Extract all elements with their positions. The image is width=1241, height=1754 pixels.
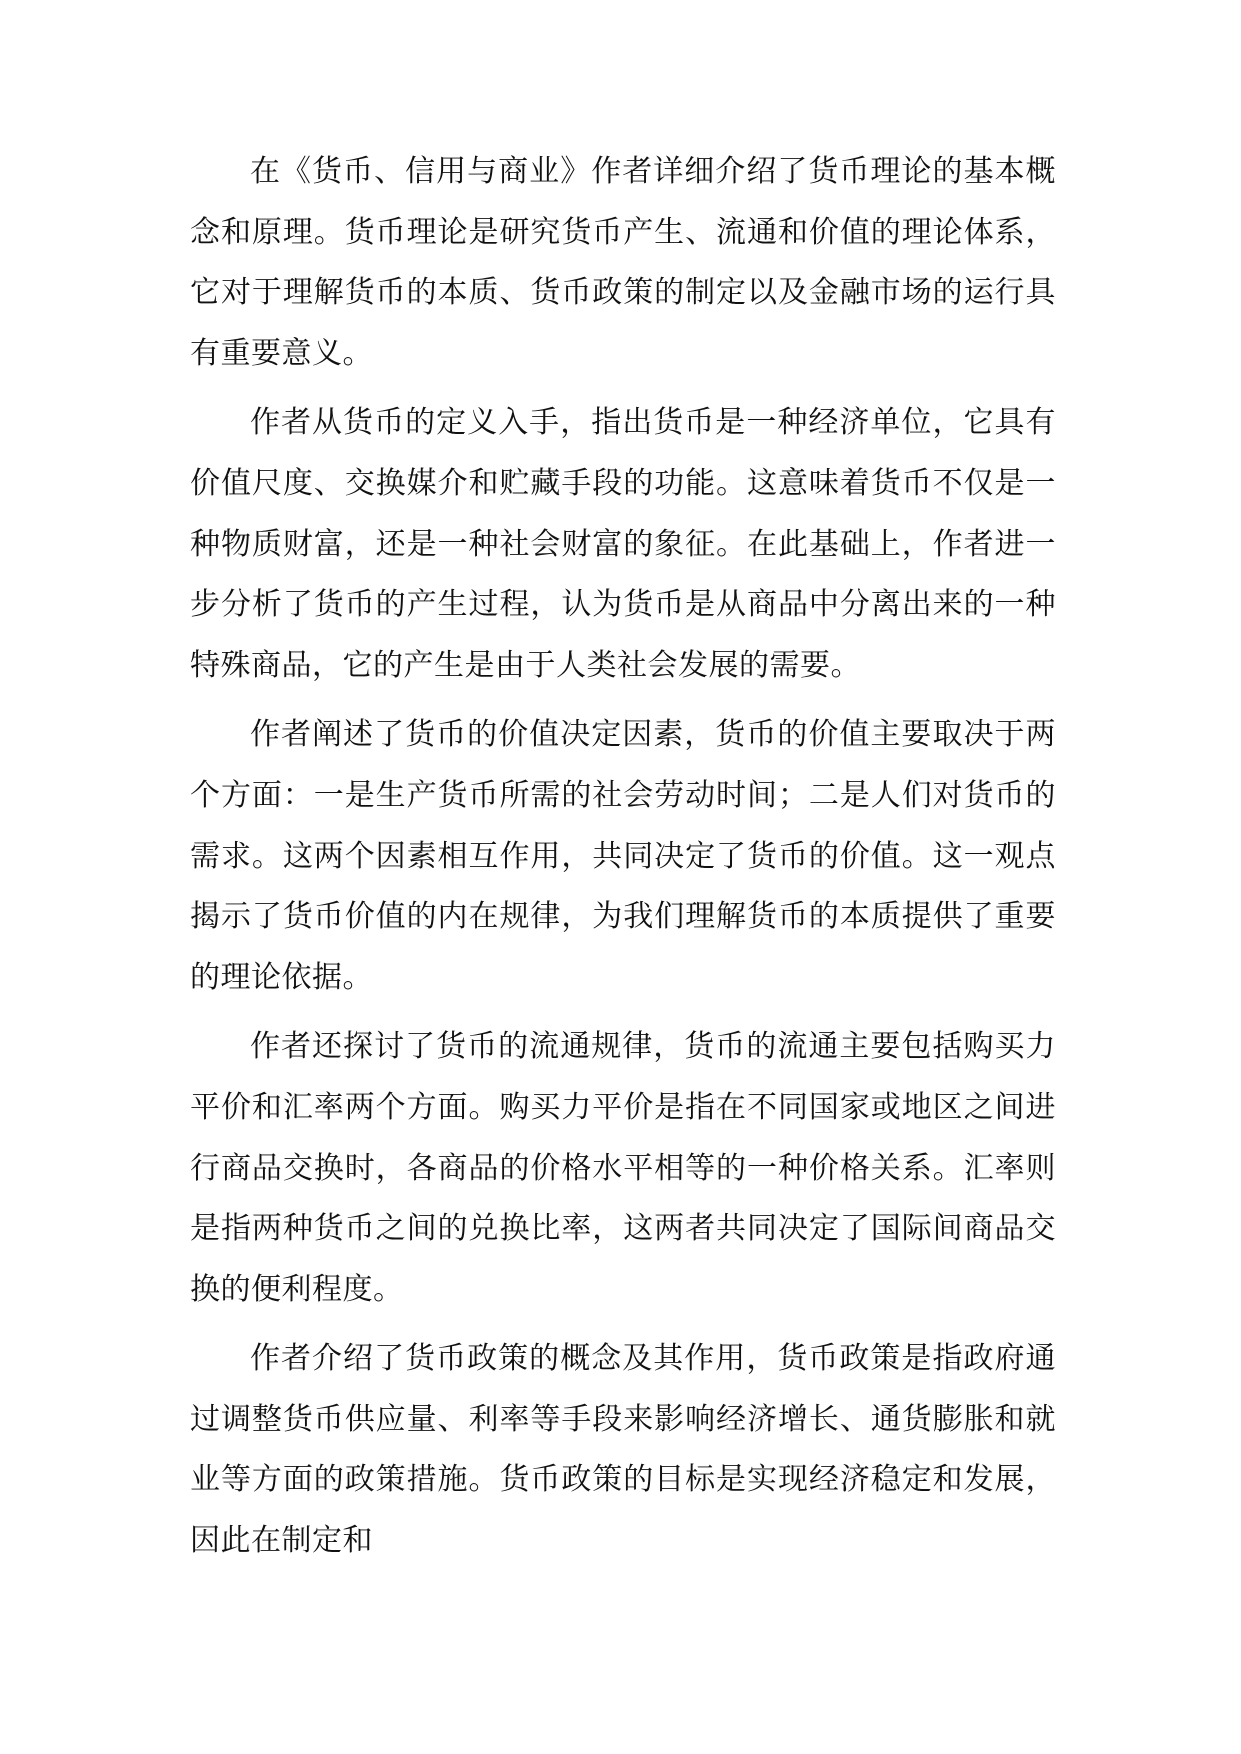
paragraph-monetary-theory-intro: 在《货币、信用与商业》作者详细介绍了货币理论的基本概念和原理。货币理论是研究货币产生、流通和价值的理论体系，它对于理解货币的本质、货币政策的制定以及金融市场的运行具有重要意义。 (190, 154, 1056, 371)
paragraph-money-definition: 作者从货币的定义入手，指出货币是一种经济单位，它具有价值尺度、交换媒介和贮藏手段的功能。这意味着货币不仅是一种物质财富，还是一种社会财富的象征。在此基础上，作者进一步分析了货币的产生过程，认为货币是从商品中分离出来的一种特殊商品，它的产生是由于人类社会发展的需要。 (190, 405, 1056, 683)
document-body (190, 142, 1056, 1581)
paragraph-money-circulation: 作者还探讨了货币的流通规律，货币的流通主要包括购买力平价和汇率两个方面。购买力平价是指在不同国家或地区之间进行商品交换时，各商品的价格水平相等的一种价格关系。汇率则是指两种货币之间的兑换比率，这两者共同决定了国际间商品交换的便利程度。 (190, 1029, 1056, 1307)
paragraph-money-value-factors: 作者阐述了货币的价值决定因素，货币的价值主要取决于两个方面：一是生产货币所需的社会劳动时间；二是人们对货币的需求。这两个因素相互作用，共同决定了货币的价值。这一观点揭示了货币价值的内在规律，为我们理解货币的本质提供了重要的理论依据。 (190, 717, 1056, 995)
paragraph-monetary-policy: 作者介绍了货币政策的概念及其作用，货币政策是指政府通过调整货币供应量、利率等手段来影响经济增长、通货膨胀和就业等方面的政策措施。货币政策的目标是实现经济稳定和发展，因此在制定和 (190, 1341, 1056, 1559)
